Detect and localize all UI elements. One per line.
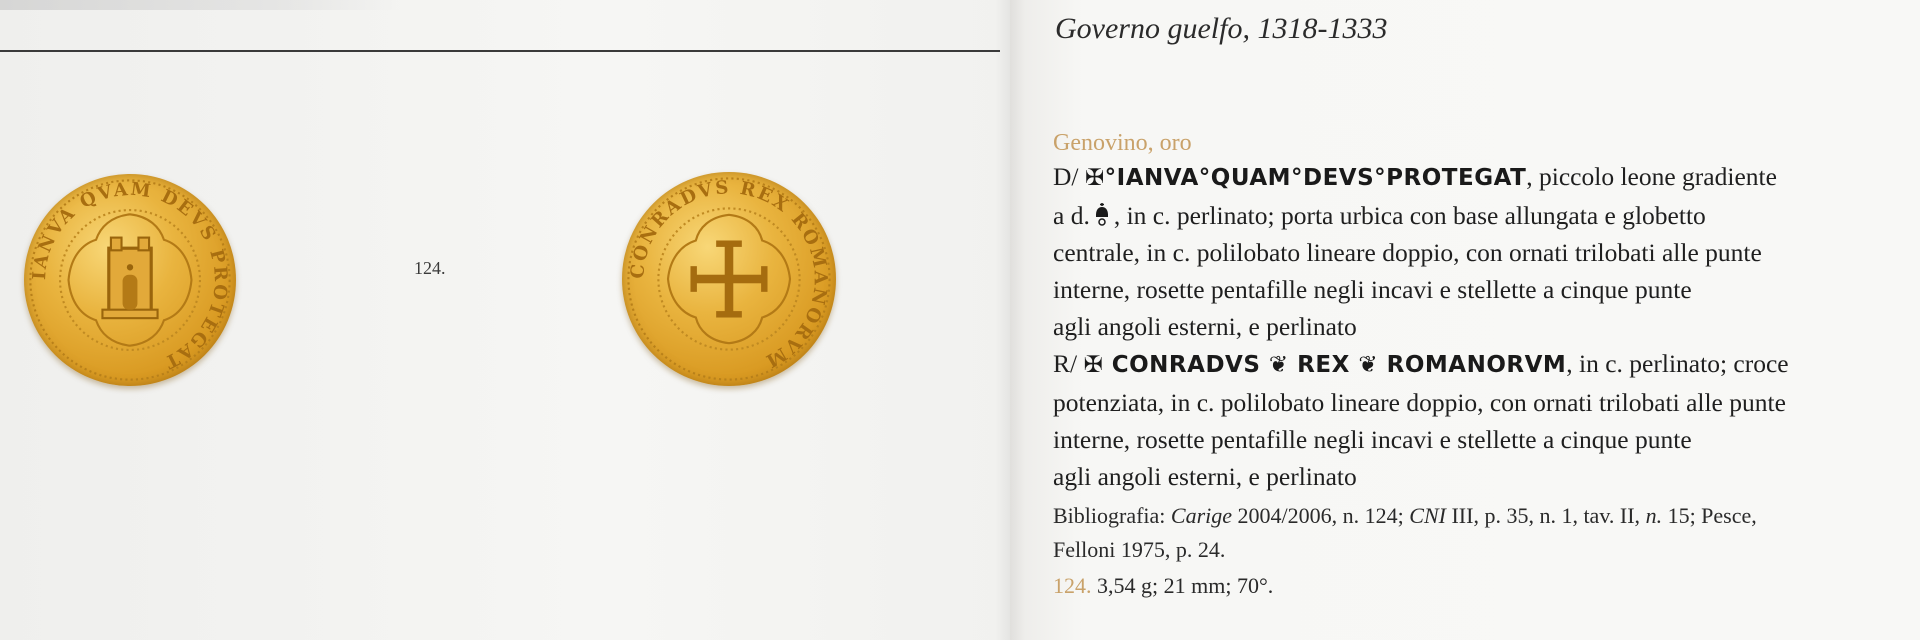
header-rule (0, 50, 1000, 52)
bibliography-line-2: Felloni 1975, p. 24. (1053, 537, 1226, 562)
specs (1053, 569, 1913, 603)
orb-cross-icon (1093, 201, 1111, 227)
obverse-line-2-start: a d. (1053, 201, 1090, 230)
reverse-line-1 (1053, 345, 1913, 384)
coin-obverse-image (24, 174, 236, 386)
reverse-prefix: R/ (1053, 349, 1078, 378)
bibliography-ref-1-rest: 2004/2006, n. 124; (1232, 503, 1410, 528)
reverse-line-1-rest: , in c. perlinato; croce (1566, 349, 1789, 378)
reverse-line-2: potenziata, in c. polilobato lineare doppio, con ornati trilobati alle punte (1053, 388, 1786, 417)
catalog-entry (1053, 128, 1913, 603)
entry-heading: Genovino, oro (1053, 130, 1192, 156)
bibliography-ref-2-end: 15; Pesce, (1662, 503, 1757, 528)
obverse-legend: IANVA QVAM DEVS PROTEGAT (29, 178, 232, 374)
book-gutter (995, 0, 1025, 640)
catalog-number-left: 124. (414, 258, 446, 278)
reverse-line-3: interne, rosette pentafille negli incavi e stellette a cinque punte (1053, 425, 1692, 454)
bibliography-label: Bibliografia: (1053, 503, 1171, 528)
castle-gate-icon (24, 174, 236, 386)
obverse-legend-text: ✠°IANVA°QUAM°DEVS°PROTEGAT (1084, 165, 1527, 191)
faded-header-strip (0, 0, 400, 10)
specs-details: 3,54 g; 21 mm; 70°. (1091, 573, 1274, 598)
bibliography-ref-2-rest: III, p. 35, n. 1, tav. II, (1445, 503, 1646, 528)
bibliography-ref-2-italic: n. (1645, 503, 1663, 528)
obverse-line-2 (1053, 197, 1913, 234)
obverse-line-2-rest: , in c. perlinato; porta urbica con base allungata e globetto (1113, 201, 1706, 230)
obverse-line-1 (1053, 158, 1913, 197)
bibliography (1053, 499, 1913, 567)
obverse-line-3: centrale, in c. polilobato lineare doppio, con ornati trilobati alle punte (1053, 238, 1762, 267)
page-header-title: Governo guelfo, 1318-1333 (1055, 12, 1388, 45)
bibliography-ref-2-title: CNI (1409, 503, 1446, 528)
obverse-line-1-rest: , piccolo leone gradiente (1526, 162, 1777, 191)
specs-number: 124. (1053, 573, 1092, 598)
reverse-legend-text: ✠ CONRADVS ❦ REX ❦ ROMANORVM (1083, 352, 1567, 378)
obverse-line-5: agli angoli esterni, e perlinato (1053, 312, 1357, 341)
cross-icon (622, 172, 836, 386)
obverse-line-4: interne, rosette pentafille negli incavi e stellette a cinque punte (1053, 275, 1692, 304)
obverse-prefix: D/ (1053, 162, 1079, 191)
reverse-legend: CONRADVS REX ROMANORVM (627, 177, 831, 373)
coin-reverse-image (622, 172, 836, 386)
bibliography-ref-1-title: Carige (1170, 503, 1233, 528)
reverse-line-4: agli angoli esterni, e perlinato (1053, 462, 1357, 491)
